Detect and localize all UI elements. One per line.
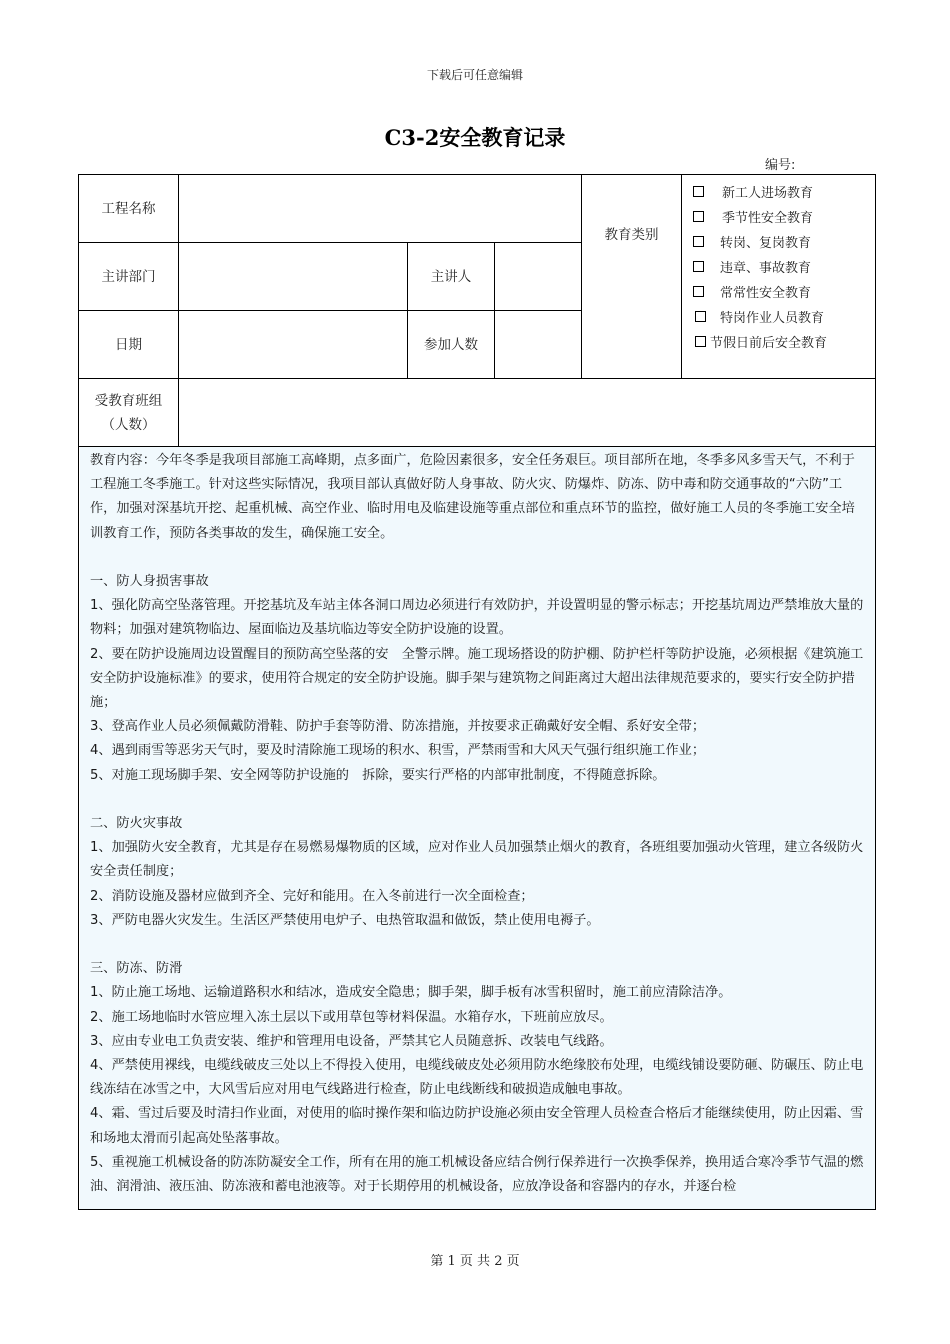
content-paragraph: 3、严防电器火灾发生。生活区严禁使用电炉子、电热管取温和做饭，禁止使用电褥子。 (90, 912, 600, 928)
content-paragraph: 4、严禁使用裸线，电缆线破皮三处以上不得投入使用，电缆线破皮处必须用防水绝缘胶布处理，电缆线铺设要防砸、防碾压、防止电线冻结在冰雪之中，大风雪后应对用电气线路进行检查，防止电线断线和破损造成触电事故。 (90, 1058, 864, 1098)
paragraph-gap (90, 933, 865, 957)
education-category-list (691, 179, 875, 354)
checkbox-icon[interactable] (695, 311, 706, 322)
category-option[interactable] (691, 304, 875, 329)
speaker-label: 主讲人 (430, 268, 472, 285)
section-title: 一、防人身损害事故 (90, 574, 209, 589)
content-paragraph: 2、施工场地临时水管应埋入冻土层以下或用草包等材料保温。水箱存水，下班前应放尽。 (90, 1009, 613, 1025)
category-option-label: 特岗作业人员教育 (720, 311, 825, 326)
category-option[interactable] (691, 329, 875, 354)
paragraph-gap (90, 788, 865, 812)
team-label-line1: 受教育班组 (94, 392, 163, 409)
attendance-field[interactable] (495, 311, 581, 378)
team-label (79, 379, 178, 446)
document-title: C3-2安全教育记录 (384, 125, 566, 150)
category-option-label: 违章、事故教育 (720, 261, 812, 276)
date-field[interactable] (179, 311, 407, 378)
section-title: 三、防冻、防滑 (90, 961, 183, 977)
department-label: 主讲部门 (101, 268, 156, 285)
category-option[interactable] (691, 179, 875, 204)
category-option[interactable] (691, 254, 875, 279)
category-option-label: 节假日前后安全教育 (710, 336, 828, 351)
category-label: 教育类别 (604, 227, 659, 243)
paragraph-gap (90, 546, 865, 570)
project-name-label: 工程名称 (101, 200, 156, 217)
content-paragraph: 5、对施工现场脚手架、安全网等防护设施的 拆除，要实行严格的内部审批制度，不得随意拆除。 (90, 767, 666, 783)
content-paragraph: 5、重视施工机械设备的防冻防凝安全工作，所有在用的施工机械设备应结合例行保养进行一次换季保养，换用适合寒冷季节气温的燃油、润滑油、液压油、防冻液和蓄电池液等。对于长期停用的机械设备，应放净设备和容器内的存水，并逐台检 (90, 1154, 864, 1195)
department-field[interactable] (179, 243, 407, 310)
content-paragraph: 1、防止施工场地、运输道路积水和结冰，造成安全隐患；脚手架，脚手板有冰雪积留时，施工前应清除洁净。 (90, 985, 732, 1001)
content-paragraph: 1、加强防火安全教育，尤其是存在易燃易爆物质的区域，应对作业人员加强禁止烟火的教育，各班组要加强动火管理，建立各级防火安全责任制度； (90, 840, 864, 880)
education-content[interactable] (80, 447, 875, 1209)
page-footer: 第 1 页 共 2 页 (430, 1254, 520, 1269)
category-option[interactable] (691, 279, 875, 304)
content-intro: 教育内容：今年冬季是我项目部施工高峰期，点多面广，危险因素很多，安全任务艰巨。项目部所在地，冬季多风多雪天气，不利于工程施工冬季施工。针对这些实际情况，我项目部认真做好防人身事故、防火灾、防爆炸、防冻、防中毒和防交通事故的“六防”工作，加强对深基坑开挖、起重机械、高空作业、临时用电及临建设施等重点部位和重点环节的监控，做好施工人员的冬季施工安全培训教育工作，预防各类事故的发生，确保施工安全。 (90, 453, 855, 541)
checkbox-icon[interactable] (693, 261, 704, 272)
content-paragraph: 4、遇到雨雪等恶劣天气时，要及时清除施工现场的积水、积雪，严禁雨雪和大风天气强行组织施工作业； (90, 743, 706, 759)
category-option-label: 转岗、复岗教育 (720, 236, 812, 251)
content-paragraph: 3、应由专业电工负责安装、维护和管理用电设备，严禁其它人员随意拆、改装电气线路。 (90, 1033, 613, 1049)
attendance-label: 参加人数 (424, 336, 478, 353)
content-paragraph: 4、霜、雪过后要及时清扫作业面，对使用的临时操作架和临边防护设施必须由安全管理人员检查合格后才能继续使用，防止因霜、雪和场地太滑而引起高处坠落事故。 (90, 1106, 864, 1146)
checkbox-icon[interactable] (693, 211, 704, 222)
category-option-label: 常常性安全教育 (720, 286, 812, 301)
category-option[interactable] (691, 229, 875, 254)
serial-number-label: 编号: (765, 158, 796, 173)
checkbox-icon[interactable] (693, 286, 704, 297)
category-option[interactable] (691, 204, 875, 229)
team-field[interactable] (179, 379, 875, 446)
checkbox-icon[interactable] (693, 236, 704, 247)
team-label-line2: （人数） (101, 416, 156, 433)
content-paragraph: 1、强化防高空坠落管理。开挖基坑及车站主体各洞口周边必须进行有效防护，并设置明显的警示标志；开挖基坑周边严禁堆放大量的物料；加强对建筑物临边、屋面临边及基坑临边等安全防护设施的设置。 (90, 598, 864, 638)
category-option-label: 季节性安全教育 (722, 211, 814, 226)
content-paragraph: 3、登高作业人员必须佩戴防滑鞋、防护手套等防滑、防冻措施，并按要求正确戴好安全帽、系好安全带； (90, 719, 706, 735)
header-note: 下载后可任意编辑 (426, 68, 523, 82)
education-record-form (78, 174, 876, 1210)
date-label: 日期 (115, 336, 142, 353)
checkbox-icon[interactable] (695, 336, 706, 347)
speaker-field[interactable] (495, 243, 581, 310)
project-name-field[interactable] (179, 175, 581, 242)
content-paragraph: 2、消防设施及器材应做到齐全、完好和能用。在入冬前进行一次全面检查； (90, 888, 534, 904)
category-option-label: 新工人进场教育 (722, 186, 814, 201)
grid-line (681, 175, 682, 378)
checkbox-icon[interactable] (693, 186, 704, 197)
section-title: 二、防火灾事故 (90, 816, 183, 832)
content-paragraph: 2、要在防护设施周边设置醒目的预防高空坠落的安 全警示牌。施工现场搭设的防护棚、防护栏杆等防护设施，必须根据《建筑施工安全防护设施标准》的要求，使用符合规定的安全防护设施。脚手架与建筑物之间距离过大超出法律规范要求的，要实行安全防护措施； (90, 646, 864, 711)
